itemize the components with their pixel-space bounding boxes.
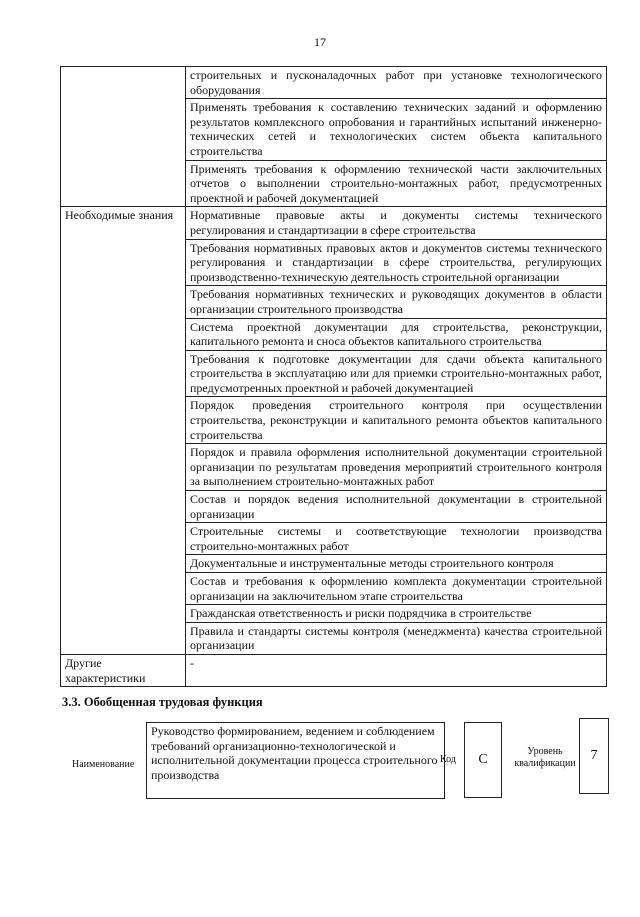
- table-row: [61, 160, 607, 207]
- function-code-label: Код: [440, 754, 456, 765]
- requirement-cell: Требования нормативных технических и руководящих документов в области организации строительного производства: [186, 286, 607, 318]
- requirement-cell: Правила и стандарты системы контроля (менеджмента) качества строительной организации: [186, 622, 607, 654]
- generalized-function-block: [60, 718, 620, 808]
- table-row: [61, 523, 607, 555]
- row-category-label: [61, 491, 186, 523]
- table-row: [61, 286, 607, 318]
- requirement-cell: Строительные системы и соответствующие технологии производства строительно-монтажных работ: [186, 523, 607, 555]
- table-row: [61, 555, 607, 573]
- row-category-label: [61, 67, 186, 99]
- requirement-cell: Применять требования к составлению технических заданий и оформлению результатов комплексного опробования и гарантийных испытаний инженерно-технических сетей и технологических систем объекта капитального строительства: [186, 99, 607, 160]
- row-category-label: [61, 444, 186, 491]
- table-row: [61, 318, 607, 350]
- requirement-cell: Система проектной документации для строительства, реконструкции, капитального ремонта и сноса объектов капитального строительства: [186, 318, 607, 350]
- requirement-cell: Порядок и правила оформления исполнительной документации строительной организации по результатам проведения мероприятий строительного контроля за выполнением строительно-монтажных работ: [186, 444, 607, 491]
- row-category-label: [61, 555, 186, 573]
- table-row: [61, 573, 607, 605]
- function-code-value: С: [464, 722, 502, 798]
- row-category-label: Необходимые знания: [61, 207, 186, 239]
- requirement-cell: Состав и порядок ведения исполнительной документации в строительной организации: [186, 491, 607, 523]
- row-category-label: [61, 318, 186, 350]
- table-row: [61, 654, 607, 686]
- row-category-label: [61, 397, 186, 444]
- row-category-label: [61, 350, 186, 397]
- row-category-label: [61, 523, 186, 555]
- row-category-label: [61, 286, 186, 318]
- requirement-cell: Требования нормативных правовых актов и документов системы технического регулирования и стандартизации в сфере строительства, регулирующих производственно-техническую деятельность строительной организации: [186, 239, 607, 286]
- requirement-cell: Нормативные правовые акты и документы системы технического регулирования и стандартизации в сфере строительства: [186, 207, 607, 239]
- competency-table: [60, 66, 607, 687]
- section-heading: 3.3. Обобщенная трудовая функция: [62, 695, 263, 709]
- requirement-cell: -: [186, 654, 607, 686]
- page-number: 17: [314, 35, 326, 49]
- table-row: [61, 350, 607, 397]
- table-row: [61, 605, 607, 623]
- requirement-cell: Требования к подготовке документации для сдачи объекта капитального строительства в эксплуатацию или для приемки строительно-монтажных работ, предусмотренных проектной и рабочей документацией: [186, 350, 607, 397]
- requirement-cell: строительных и пусконаладочных работ при установке технологического оборудования: [186, 67, 607, 99]
- table-row: [61, 239, 607, 286]
- qualification-level-value: 7: [579, 718, 609, 794]
- requirement-cell: Применять требования к оформлению технической части заключительных отчетов о выполнении строительно-монтажных работ, предусмотренных проектной и рабочей документацией: [186, 160, 607, 207]
- function-title: Руководство формированием, ведением и соблюдением требований организационно-технологической и исполнительной документации процесса строительного производства: [146, 722, 445, 799]
- requirement-cell: Порядок проведения строительного контроля при осуществлении строительства, реконструкции и капитального ремонта объектов капитального строительства: [186, 397, 607, 444]
- row-category-label: [61, 622, 186, 654]
- row-category-label: [61, 160, 186, 207]
- row-category-label: Другие характеристики: [61, 654, 186, 686]
- table-row: [61, 491, 607, 523]
- row-category-label: [61, 99, 186, 160]
- table-row: [61, 444, 607, 491]
- table-row: [61, 397, 607, 444]
- function-name-label: Наименование: [72, 759, 135, 770]
- row-category-label: [61, 605, 186, 623]
- row-category-label: [61, 239, 186, 286]
- table-row: [61, 67, 607, 99]
- requirement-cell: Состав и требования к оформлению комплекта документации строительной организации на заключительном этапе строительства: [186, 573, 607, 605]
- table-row: [61, 99, 607, 160]
- table-row: [61, 207, 607, 239]
- requirement-cell: Документальные и инструментальные методы строительного контроля: [186, 555, 607, 573]
- table-row: [61, 622, 607, 654]
- competency-table-body: [61, 67, 607, 687]
- row-category-label: [61, 573, 186, 605]
- requirement-cell: Гражданская ответственность и риски подрядчика в строительстве: [186, 605, 607, 623]
- qualification-level-label: Уровень квалификации: [514, 746, 576, 769]
